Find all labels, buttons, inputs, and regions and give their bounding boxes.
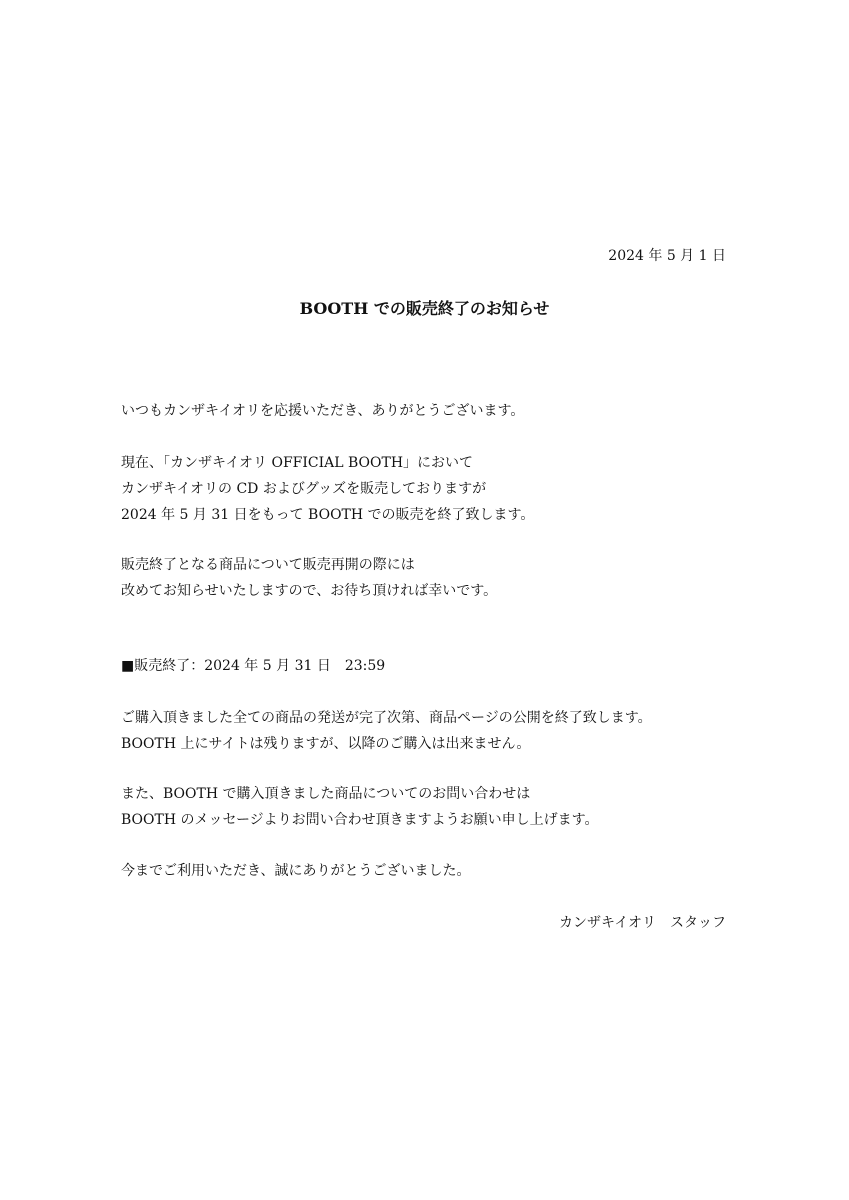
end-of-sale-line: ■販売終了：2024 年 5 月 31 日 23:59 xyxy=(121,658,386,674)
announcement-date: 2024 年 5 月 1 日 xyxy=(608,248,726,264)
paragraph2-line-2: 改めてお知らせいたしますので、お待ち頂ければ幸いです。 xyxy=(121,583,498,599)
paragraph1-line-1: 現在、「カンザキイオリ OFFICIAL BOOTH」において xyxy=(121,455,474,471)
greeting-line: いつもカンザキイオリを応援いただき、ありがとうございます。 xyxy=(121,403,525,419)
paragraph3-line-1: ご購入頂きました全ての商品の発送が完了次第、商品ページの公開を終了致します。 xyxy=(121,710,652,726)
paragraph4-line-1: また、BOOTH で購入頂きました商品についてのお問い合わせは xyxy=(121,786,531,802)
paragraph1-line-2: カンザキイオリの CD およびグッズを販売しておりますが xyxy=(121,481,487,497)
paragraph2-line-1: 販売終了となる商品について販売再開の際には xyxy=(121,557,415,573)
paragraph1-line-3: 2024 年 5 月 31 日をもって BOOTH での販売を終了致します。 xyxy=(121,507,535,523)
paragraph3-line-2: BOOTH 上にサイトは残りますが、以降のご購入は出来ません。 xyxy=(121,736,531,752)
paragraph4-line-2: BOOTH のメッセージよりお問い合わせ頂きますようお願い申し上げます。 xyxy=(121,812,599,828)
announcement-title: BOOTH での販売終了のお知らせ xyxy=(299,299,550,318)
closing-line: 今までご利用いただき、誠にありがとうございました。 xyxy=(121,863,471,879)
signature: カンザキイオリ スタッフ xyxy=(558,915,726,931)
